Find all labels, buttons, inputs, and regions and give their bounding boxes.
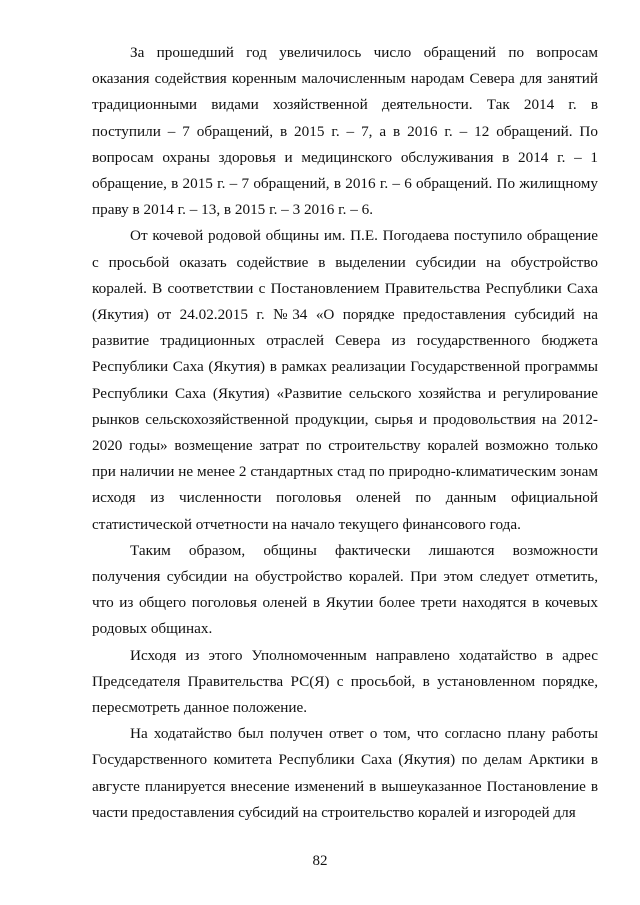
paragraph-petition-to-chairman: Исходя из этого Уполномоченным направлено ходатайство в адрес Председателя Правительства РС(Я) с просьбой, в установленном порядке, пересмотреть данное положение.: [92, 646, 598, 717]
paragraph-appeals-statistics: За прошедший год увеличилось число обращений по вопросам оказания содействия коренным малочисленным народам Севера для занятий традиционными видами хозяйственной деятельности. Так 2014 г. в поступили – 7 обращений, в 2015 г. – 7, а в 2016 г. – 12 обращений. По вопросам охраны здоровья и медицинского обслуживания в 2014 г. – 1 обращение, в 2015 г. – 7 обращений, в 2016 г. – 6 обращений. По жилищному праву в 2014 г. – 13, в 2015 г. – 3 2016 г. – 6.: [92, 44, 598, 219]
paragraph-pogodaev-community-appeal: От кочевой родовой общины им. П.Е. Погодаева поступило обращение с просьбой оказать содействие в выделении субсидии на обустройство коралей. В соответствии с Постановлением Правительства Республики Саха (Якутия) от 24.02.2015 г. №34 «О порядке предоставления субсидий на развитие традиционных отраслей Севера из государственного бюджета Республики Саха (Якутия) в рамках реализации Государственной программы Республики Саха (Якутия) «Развитие сельского хозяйства и регулирование рынков сельскохозяйственной продукции, сырья и продовольствия на 2012-2020 годы» возмещение затрат по строительству коралей возможно только при наличии не менее 2 стандартных стад по природно-климатическим зонам исходя из численности поголовья оленей по данным официальной статистической отчетности на начало текущего финансового года.: [92, 227, 598, 533]
paragraph-subsidy-conclusion: Таким образом, общины фактически лишаются возможности получения субсидии на обустройство коралей. При этом следует отметить, что из общего поголовья оленей в Якутии более трети находятся в кочевых родовых общинах.: [92, 541, 598, 638]
paragraph-petition-response: На ходатайство был получен ответ о том, что согласно плану работы Государственного комитета Республики Саха (Якутия) по делам Арктики в августе планируется внесение изменений в вышеуказанное Постановление в части предоставления субсидий на строительство коралей и изгородей для: [92, 725, 598, 821]
document-body: [92, 40, 598, 826]
page-number: 82: [312, 853, 328, 869]
